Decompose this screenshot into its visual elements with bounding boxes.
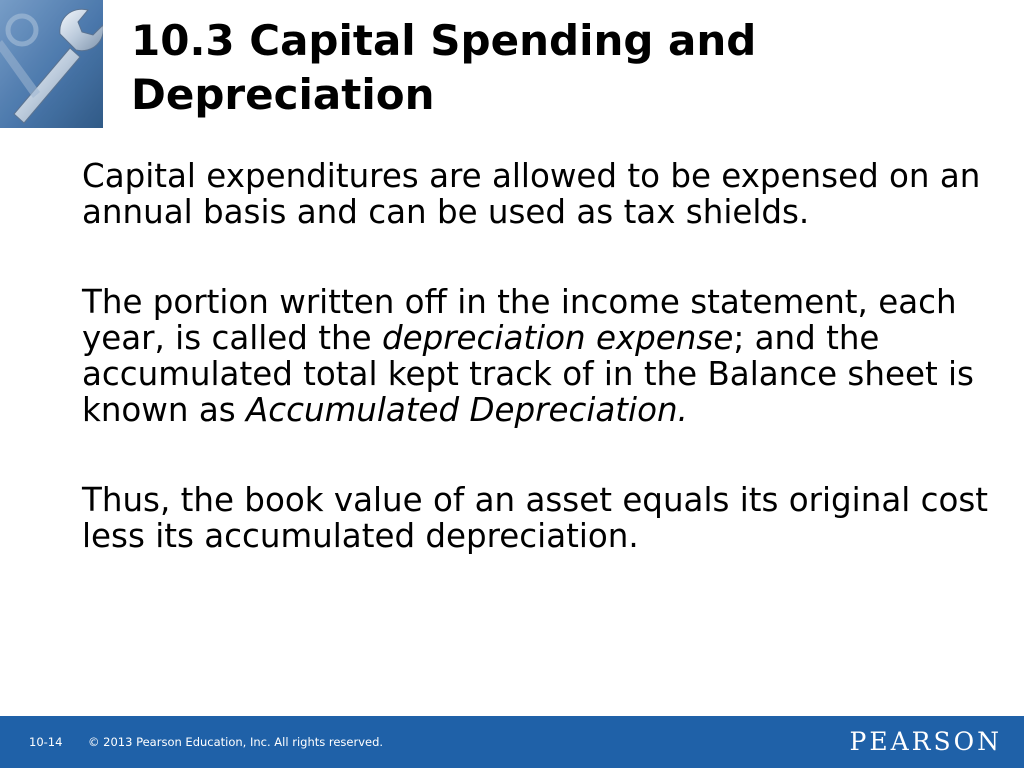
paragraph-depreciation-expense — [82, 284, 997, 428]
slide-body — [82, 158, 997, 554]
paragraph-text: The portion written off in the income statement, each year, is called the — [82, 283, 957, 357]
slide-title: 10.3 Capital Spending and Depreciation — [131, 16, 757, 119]
copyright-notice: © 2013 Pearson Education, Inc. All rights reserved. — [88, 735, 384, 749]
wrench-icon — [0, 0, 103, 128]
pearson-logo: PEARSON — [849, 727, 1002, 756]
term-depreciation-expense: depreciation expense — [381, 319, 734, 357]
paragraph-book-value: Thus, the book value of an asset equals its original cost less its accumulated depreciation. — [82, 481, 989, 555]
paragraph-capital-expenditures: Capital expenditures are allowed to be expensed on an annual basis and can be used as tax shields. — [82, 157, 981, 231]
footer-bar — [0, 716, 1024, 768]
paragraph-text: ; and the accumulated total kept track of in the Balance sheet is known as — [82, 319, 974, 429]
slide-number: 10-14 — [29, 735, 63, 749]
term-accumulated-depreciation: Accumulated Depreciation. — [246, 391, 688, 429]
